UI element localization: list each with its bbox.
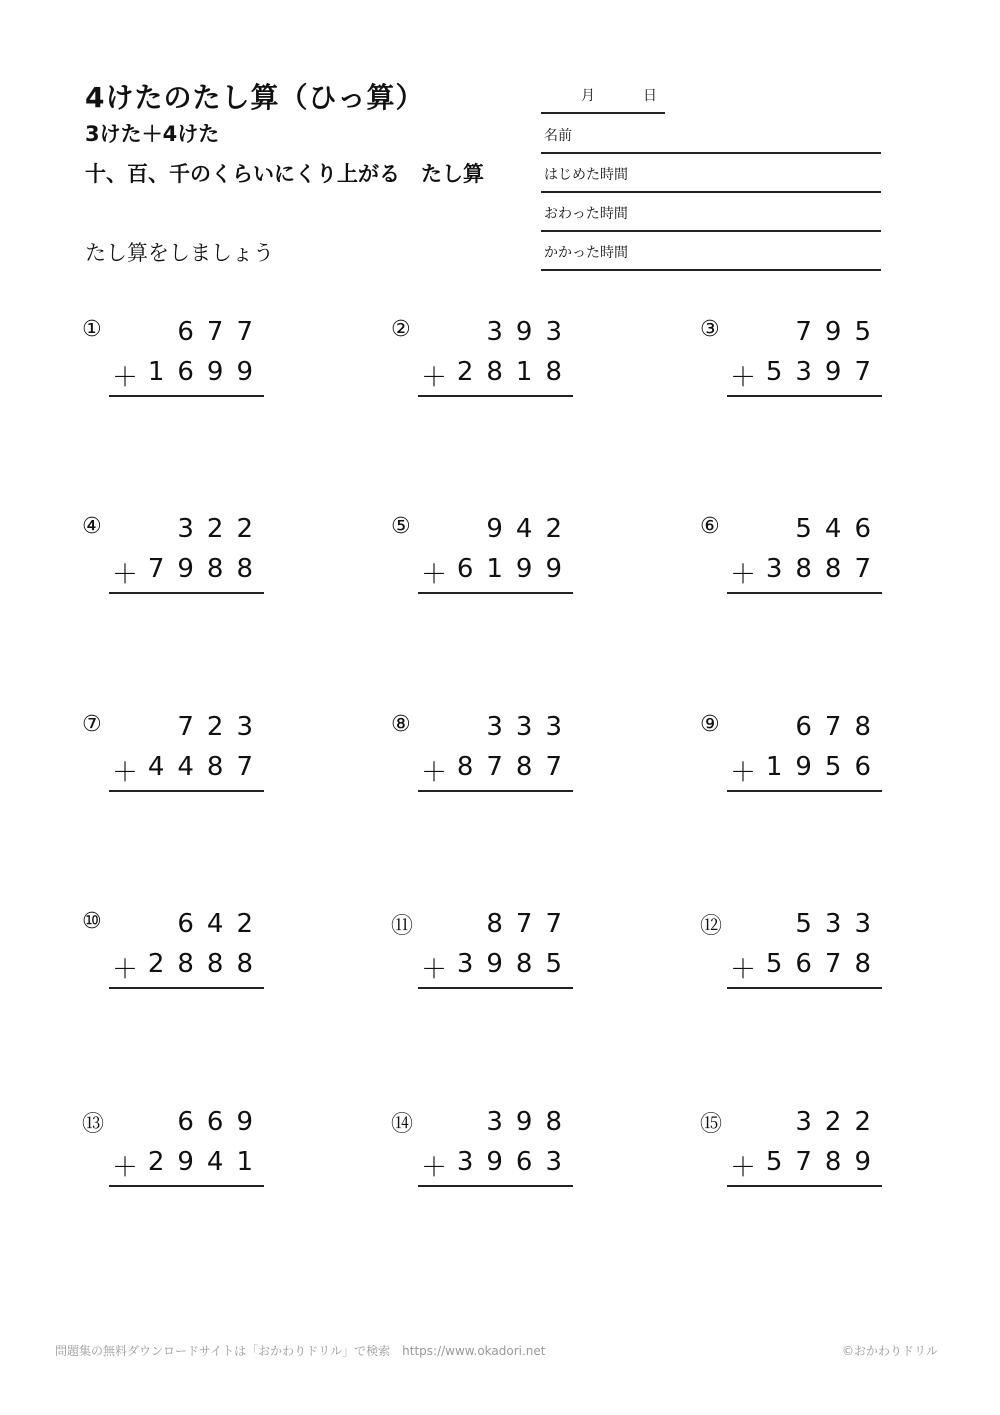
answer-line xyxy=(727,1185,882,1187)
problem-item xyxy=(700,514,900,609)
elapsed-time-label: かかった時間 xyxy=(544,245,628,261)
second-addend: 3887 xyxy=(765,554,884,584)
second-addend: 7988 xyxy=(147,554,266,584)
second-addend: 2818 xyxy=(456,357,575,387)
first-addend: 669 xyxy=(177,1107,266,1137)
first-addend: 398 xyxy=(486,1107,575,1137)
plus-sign: ＋ xyxy=(421,758,448,788)
problem-number: ① xyxy=(82,317,102,342)
problem-item xyxy=(700,1107,900,1202)
first-addend: 533 xyxy=(795,909,884,939)
start-time-field[interactable] xyxy=(541,154,881,193)
end-time-label: おわった時間 xyxy=(544,206,628,222)
day-label: 日 xyxy=(643,88,657,104)
second-addend: 8787 xyxy=(456,752,575,782)
answer-line xyxy=(418,592,573,594)
problem-item xyxy=(700,909,900,1004)
first-addend: 322 xyxy=(177,514,266,544)
problem-number: ⑫ xyxy=(700,914,723,939)
problem-item xyxy=(700,712,900,807)
problem-item xyxy=(700,317,900,412)
answer-line xyxy=(727,987,882,989)
answer-line xyxy=(418,395,573,397)
elapsed-time-field[interactable] xyxy=(541,232,881,271)
first-addend: 333 xyxy=(486,712,575,742)
subtitle-digits: 3けた＋4けた xyxy=(85,122,220,146)
date-field[interactable] xyxy=(541,80,665,114)
problem-item xyxy=(391,1107,591,1202)
problem-number: ④ xyxy=(82,514,102,539)
first-addend: 795 xyxy=(795,317,884,347)
problem-item xyxy=(391,514,591,609)
problem-item xyxy=(82,317,282,412)
first-addend: 877 xyxy=(486,909,575,939)
answer-line xyxy=(109,790,264,792)
problem-number: ⑬ xyxy=(82,1112,105,1137)
problem-number: ⑨ xyxy=(700,712,720,737)
first-addend: 642 xyxy=(177,909,266,939)
problem-number: ② xyxy=(391,317,411,342)
problem-item xyxy=(82,712,282,807)
start-time-label: はじめた時間 xyxy=(544,167,628,183)
problem-number: ⑥ xyxy=(700,514,720,539)
plus-sign: ＋ xyxy=(421,560,448,590)
problem-item xyxy=(82,909,282,1004)
plus-sign: ＋ xyxy=(730,758,757,788)
plus-sign: ＋ xyxy=(421,363,448,393)
first-addend: 393 xyxy=(486,317,575,347)
first-addend: 723 xyxy=(177,712,266,742)
first-addend: 546 xyxy=(795,514,884,544)
end-time-field[interactable] xyxy=(541,193,881,232)
problem-item xyxy=(391,317,591,412)
second-addend: 5397 xyxy=(765,357,884,387)
second-addend: 5678 xyxy=(765,949,884,979)
problem-number: ⑤ xyxy=(391,514,411,539)
footer-site-info: 問題集の無料ダウンロードサイトは「おかわりドリル」で検索 https://www.okadori.net xyxy=(55,1344,546,1358)
answer-line xyxy=(109,987,264,989)
plus-sign: ＋ xyxy=(112,955,139,985)
answer-line xyxy=(109,395,264,397)
problem-number: ⑭ xyxy=(391,1112,414,1137)
first-addend: 678 xyxy=(795,712,884,742)
second-addend: 4487 xyxy=(147,752,266,782)
page-title: 4けたのたし算（ひっ算） xyxy=(85,81,425,114)
answer-line xyxy=(418,1185,573,1187)
second-addend: 1699 xyxy=(147,357,266,387)
first-addend: 942 xyxy=(486,514,575,544)
problem-item xyxy=(82,514,282,609)
problem-number: ⑩ xyxy=(82,909,102,934)
problem-number: ⑪ xyxy=(391,914,414,939)
problem-number: ③ xyxy=(700,317,720,342)
first-addend: 322 xyxy=(795,1107,884,1137)
second-addend: 2888 xyxy=(147,949,266,979)
first-addend: 677 xyxy=(177,317,266,347)
plus-sign: ＋ xyxy=(112,758,139,788)
problem-number: ⑮ xyxy=(700,1112,723,1137)
problem-item xyxy=(391,909,591,1004)
problem-number: ⑧ xyxy=(391,712,411,737)
answer-line xyxy=(418,987,573,989)
month-label: 月 xyxy=(581,88,595,104)
problem-item xyxy=(82,1107,282,1202)
problem-item xyxy=(391,712,591,807)
plus-sign: ＋ xyxy=(421,1153,448,1183)
second-addend: 3963 xyxy=(456,1147,575,1177)
plus-sign: ＋ xyxy=(421,955,448,985)
second-addend: 1956 xyxy=(765,752,884,782)
name-field[interactable] xyxy=(541,115,881,154)
plus-sign: ＋ xyxy=(730,560,757,590)
footer-copyright: ©おかわりドリル xyxy=(841,1344,938,1358)
second-addend: 2941 xyxy=(147,1147,266,1177)
plus-sign: ＋ xyxy=(730,1153,757,1183)
problem-number: ⑦ xyxy=(82,712,102,737)
second-addend: 6199 xyxy=(456,554,575,584)
second-addend: 3985 xyxy=(456,949,575,979)
plus-sign: ＋ xyxy=(112,1153,139,1183)
answer-line xyxy=(727,592,882,594)
answer-line xyxy=(727,395,882,397)
answer-line xyxy=(109,1185,264,1187)
name-label: 名前 xyxy=(544,128,572,144)
plus-sign: ＋ xyxy=(112,363,139,393)
instruction-text: たし算をしましょう xyxy=(85,241,274,265)
answer-line xyxy=(418,790,573,792)
answer-line xyxy=(727,790,882,792)
plus-sign: ＋ xyxy=(730,363,757,393)
subtitle-carry: 十、百、千のくらいにくり上がる たし算 xyxy=(85,162,484,186)
plus-sign: ＋ xyxy=(112,560,139,590)
second-addend: 5789 xyxy=(765,1147,884,1177)
answer-line xyxy=(109,592,264,594)
plus-sign: ＋ xyxy=(730,955,757,985)
